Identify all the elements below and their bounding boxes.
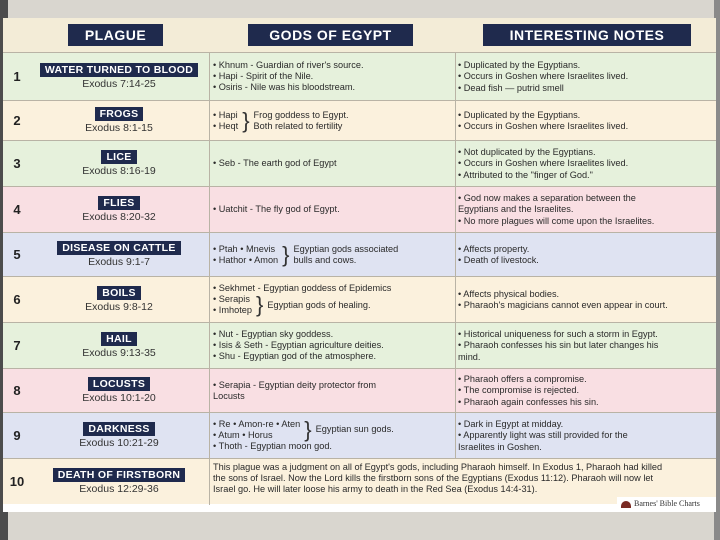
text-line: • Pharaoh offers a compromise. [458,374,587,385]
notes-cell [458,147,714,181]
notes-header: INTERESTING NOTES [483,24,691,46]
brace-icon: } [242,107,250,133]
gods-cell [213,283,453,317]
plague-reference: Exodus 9:8-12 [85,301,153,313]
chart-sheet [3,18,716,512]
notes-cell [458,289,714,311]
notes-cell [458,419,714,453]
table-row [3,458,716,504]
text-line: • God now makes a separation between the [458,193,636,204]
gods-names [213,294,252,316]
table-row [3,322,716,368]
plague-cell [31,377,207,404]
text-line: • Occurs in Goshen where Israelites lived. [458,121,629,131]
brace-icon: } [282,241,290,267]
text-line: • Not duplicated by the Egyptians. [458,147,596,158]
table-row [3,368,716,412]
column-divider [209,413,210,459]
column-divider [455,233,456,277]
column-divider [455,323,456,369]
gods-cell [213,107,453,133]
logo-icon [621,501,631,508]
text-line: • Nut - Egyptian sky goddess. [213,328,334,339]
text-line: • Dark in Egypt at midday. [458,419,564,430]
text-line: • Death of livestock. [458,255,539,265]
gods-cell [213,158,453,169]
text-line: • Serapia - Egyptian deity protector from [213,379,377,390]
gods-group [213,416,453,442]
gods-description [267,300,370,311]
gods-header: GODS OF EGYPT [248,24,413,46]
gods-description [254,110,349,132]
plague-cell [31,241,207,268]
plague-cell [31,63,207,90]
plague-reference: Exodus 7:14-25 [82,78,156,90]
plague-reference: Exodus 10:21-29 [79,437,159,449]
text-line: • Hathor • Amon [213,254,279,265]
text-line: bulls and cows. [293,254,357,265]
badge-label: Barnes' Bible Charts [634,499,700,508]
gods-names [213,110,238,132]
notes-cell [458,244,714,266]
text-line: • Occurs in Goshen where Israelites lived. [458,71,629,82]
plague-name: DISEASE ON CATTLE [57,241,180,255]
plague-reference: Exodus 8:20-32 [82,211,156,223]
text-line: • Hapi [213,109,238,120]
text-line: Egyptians and the Israelites. [458,204,574,215]
text-line: mind. [458,351,481,362]
gods-description [316,424,394,435]
plague-cell [31,107,207,134]
column-divider [209,101,210,141]
header-row [3,18,716,52]
text-line: • Atum • Horus [213,429,273,440]
text-line: • Pharaoh's magicians cannot even appear in court. [458,300,668,310]
plague-name: LOCUSTS [88,377,150,391]
plague-cell [31,286,207,313]
plague-number: 1 [13,69,21,84]
text-line: Egyptian sun gods. [315,424,394,435]
column-divider [455,187,456,233]
plague-reference: Exodus 8:16-19 [82,165,156,177]
plague-number: 2 [13,113,21,128]
text-line: • Attributed to the "finger of God." [458,169,593,180]
plague-number: 6 [13,292,21,307]
plague-cell [31,468,207,495]
text-line: • Ptah • Mnevis [213,243,276,254]
plague-name: FLIES [98,196,139,210]
plague-cell [31,196,207,223]
plague-header: PLAGUE [68,24,163,46]
text-line: • Pharaoh confesses his sin but later changes his [458,340,659,351]
plague-number: 8 [13,383,21,398]
plague-name: BOILS [97,286,141,300]
column-divider [209,233,210,277]
table-row [3,276,716,322]
column-divider [209,187,210,233]
text-line: • Khnum - Guardian of river's source. [213,59,364,70]
column-divider [209,277,210,323]
text-line: • Hapi - Spirit of the Nile. [213,70,314,81]
text-line: Both related to fertility [253,120,343,131]
table-row [3,232,716,276]
text-line: • Osiris - Nile was his bloodstream. [213,82,356,93]
gods-group [213,241,453,267]
table-row [3,52,716,100]
gods-cell [213,329,453,363]
text-line: Egyptian gods associated [293,243,399,254]
column-divider [455,369,456,413]
plague-name: FROGS [95,107,144,121]
gods-description [294,244,399,266]
plague-reference: Exodus 10:1-20 [82,392,156,404]
gods-cell [213,204,453,215]
text-line: • Serapis [213,293,250,304]
column-divider [455,277,456,323]
gods-names [213,244,278,266]
plague-number: 4 [13,202,21,217]
brace-icon: } [255,292,264,318]
table-row [3,140,716,186]
plague-number: 10 [9,474,25,489]
text-line: Israel go. He will later loose his army to death in the Red Sea (Exodus 14:4-31). [213,484,538,495]
table-row [3,100,716,140]
gods-group [213,107,453,133]
plague-reference: Exodus 9:13-35 [82,347,156,359]
text-line: • Duplicated by the Egyptians. [458,60,581,71]
plague-name: LICE [101,150,136,164]
plague-name: HAIL [101,332,137,346]
plague-number: 7 [13,338,21,353]
barnes-bible-charts-badge [617,497,716,511]
text-line: This plague was a judgment on all of Egypt's gods, including Pharaoh himself. In Exodus 1, Pharaoh had killed [213,462,663,472]
plague-number: 5 [13,247,21,262]
table-row [3,186,716,232]
text-line: • Seb - The earth god of Egypt [213,158,337,169]
gods-cell [213,241,453,267]
column-divider [455,413,456,459]
column-divider [455,53,456,101]
text-line: • Sekhmet - Egyptian goddess of Epidemics [213,282,392,293]
notes-cell [458,193,714,227]
plague-cell [31,150,207,177]
text-line: • The compromise is rejected. [458,385,579,396]
plague-number: 9 [13,428,21,443]
text-line: • Dead fish — putrid smell [458,82,564,93]
notes-cell [458,329,714,363]
text-line: • Affects physical bodies. [458,288,560,299]
text-line: • Re • Amon-re • Aten [213,418,301,429]
text-line: • Historical uniqueness for such a storm in Egypt. [458,329,658,340]
plague-number: 3 [13,156,21,171]
table-row [3,412,716,458]
column-divider [209,459,210,505]
gods-cell [213,60,453,94]
text-line: Israelites in Goshen. [458,441,542,452]
text-line: the sons of Israel. Now the Lord kills the firstborn sons of the Egyptians (Exodus 11:12). Pharaoh will now let [213,473,654,484]
text-line: Egyptian gods of healing. [267,299,371,310]
gods-cell [213,416,453,453]
column-divider [209,323,210,369]
text-line: • Uatchit - The fly god of Egypt. [213,204,340,215]
plague-reference: Exodus 9:1-7 [88,256,150,268]
column-divider [209,53,210,101]
brace-icon: } [304,416,312,442]
text-line: • Isis & Seth - Egyptian agriculture deities. [213,339,384,350]
plague-reference: Exodus 12:29-36 [79,483,159,495]
gods-names [213,419,300,441]
notes-cell [458,110,714,132]
text-line: Frog goddess to Egypt. [253,109,349,120]
wide-note [213,462,713,496]
column-divider [455,141,456,187]
text-line: • Occurs in Goshen where Israelites lived. [458,158,629,169]
column-divider [209,369,210,413]
text-line: • Shu - Egyptian god of the atmosphere. [213,351,377,362]
text-line: • Apparently light was still provided for the [458,430,628,441]
text-line: • Duplicated by the Egyptians. [458,109,581,120]
column-divider [455,101,456,141]
text-line: • No more plagues will come upon the Israelites. [458,215,655,226]
gods-group [213,294,453,316]
column-divider [209,141,210,187]
plague-name: WATER TURNED TO BLOOD [40,63,198,77]
plague-cell [31,422,207,449]
notes-cell [458,60,714,94]
text-line: • Imhotep [213,305,252,316]
plague-reference: Exodus 8:1-15 [85,122,153,134]
text-line: • Heqt [213,120,239,131]
text-line: • Thoth - Egyptian moon god. [213,441,332,452]
gods-cell [213,380,453,402]
text-line: • Affects property. [458,243,530,254]
plague-name: DEATH OF FIRSTBORN [53,468,185,482]
text-line: Locusts [213,390,245,401]
plague-cell [31,332,207,359]
text-line: • Pharaoh again confesses his sin. [458,396,599,407]
notes-cell [458,374,714,408]
plague-name: DARKNESS [83,422,154,436]
